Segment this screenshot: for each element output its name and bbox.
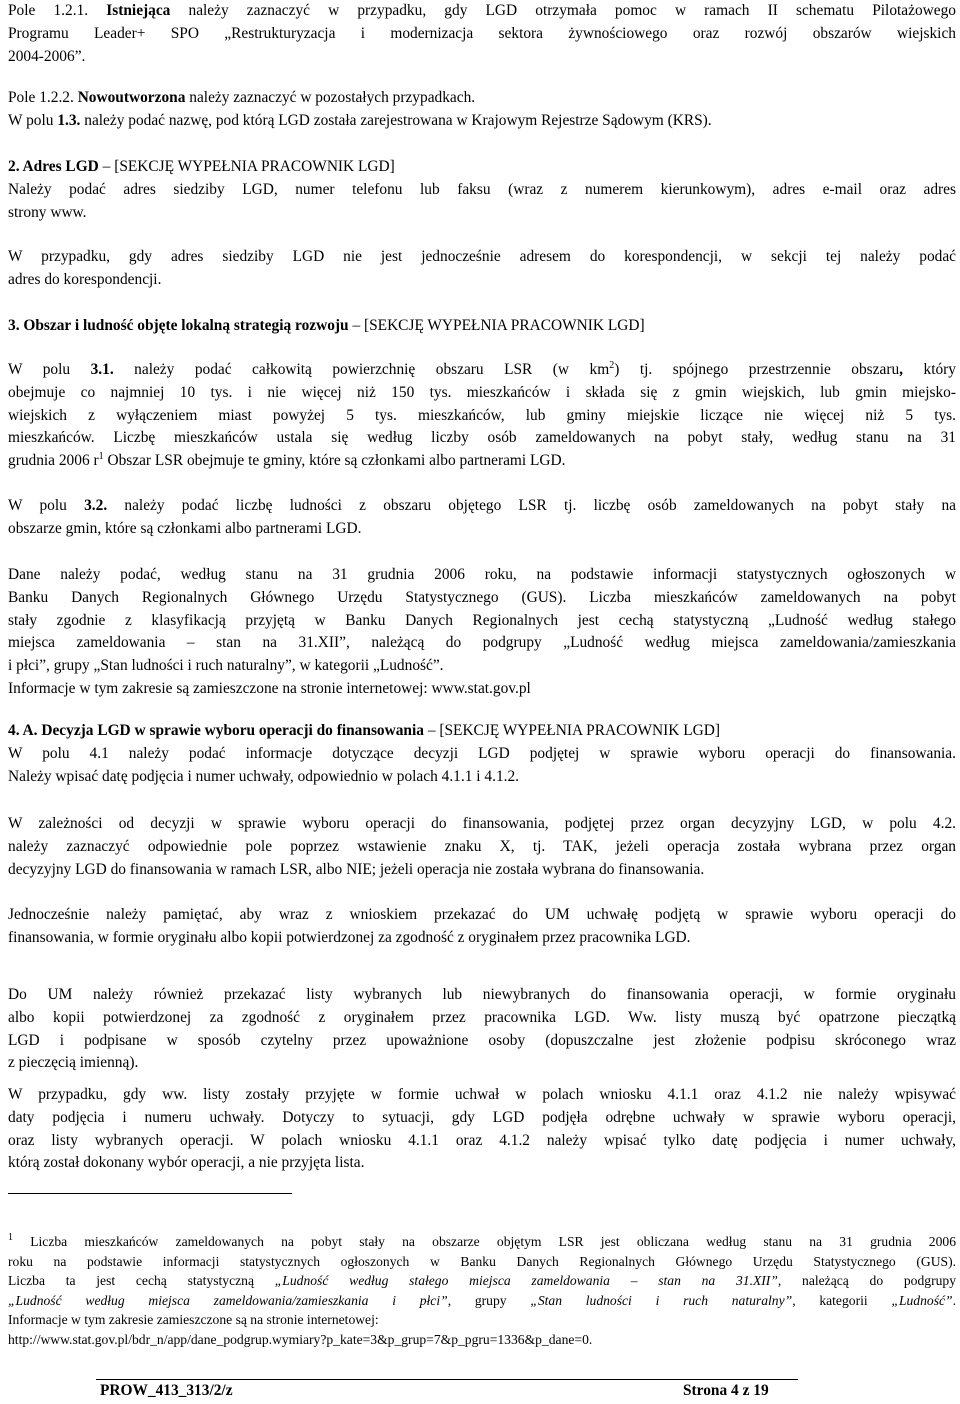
bold-term: Nowoutworzona [77,89,186,106]
italic-quote: „Ludność według miejsca zameldowania/zamieszkania i płci” [8,1292,448,1308]
section-4a [8,720,956,788]
text-line: Banku Danych Regionalnych Głównego Urzędu Statystycznego (GUS). Liczba mieszkańców zameldowanych na pobyt [8,588,956,606]
bold-term: 3.2. [84,497,108,514]
text-line: oraz listy wybranych operacji. W polach wniosku 4.1.1 oraz 4.1.2 należy wpisać tylko datę podjęcia i numer uchwały, [8,1131,956,1149]
text: Liczba ta jest cechą statystyczną [8,1273,275,1289]
text-line: którą został dokonany wybór operacji, a nie przyjęta lista. [8,1154,365,1172]
text: . [952,1292,956,1308]
text-line: Programu Leader+ SPO „Restrukturyzacja i modernizacja sektora żywnościowego oraz rozwój obszarów wiejskich [8,24,956,42]
text-line: strony www. [8,203,87,221]
text-line: albo kopii potwierdzonej za zgodność z oryginałem przez pracownika LGD. Ww. listy muszą być opatrzone pieczątką [8,1008,956,1026]
text-line: miejsca zameldowania – stan na 31.XII”, należącą do podgrupy „Ludność według miejsca zameldowania/zamieszkania [8,634,956,652]
bold-comma: , [899,361,904,378]
section-tag: – [SEKCJĘ WYPEŁNIA PRACOWNIK LGD] [423,722,720,739]
text: Pole 1.2.2. [8,89,78,106]
text-line: Dane należy podać, według stanu na 31 grudnia 2006 roku, na podstawie informacji statystycznych ogłoszonych w [8,566,956,583]
text: , grupy [447,1292,531,1308]
text: W polu [8,361,91,378]
text-line: Informacje w tym zakresie zamieszczone są na stronie internetowej: [8,1312,379,1328]
bold-term: 1.3. [57,111,81,129]
text-line: W zależności od decyzji w sprawie wyboru operacji do finansowania, podjętej przez organ decyzyjny LGD, w polu 4.2. [8,815,956,832]
text: należy podać liczbę ludności z obszaru objętego LSR tj. liczbę osób zameldowanych na pobyt stały na [107,497,956,514]
footnote-ref: 1 [98,451,104,463]
field-1-2-1-paragraph [8,0,956,68]
section-heading: 4. A. Decyzja LGD w sprawie wyboru operacji do finansowania [8,722,424,739]
text: Pole 1.2.1. [8,2,107,19]
text-line: Należy wpisać datę podjęcia i numer uchwały, odpowiednio w polach 4.1.1 i 4.1.2. [8,767,520,785]
superscript: 2 [609,360,615,371]
text: Obszar LSR obejmuje te gminy, które są członkami albo partnerami LGD. [103,452,566,470]
section-heading: 3. Obszar i ludność objęte lokalną strategią rozwoju [8,317,349,334]
text: należy podać nazwę, pod którą LGD została zarejestrowana w Krajowym Rejestrze Sądowym (KRS). [80,111,712,129]
text-line: 2004-2006”. [8,47,86,65]
footnote [8,1232,956,1350]
text: należy podać całkowitą powierzchnię obszaru LSR (w km [113,361,610,378]
text-line: obszarze gmin, które są członkami albo partnerami LGD. [8,519,362,537]
bold-term: Istniejąca [106,2,171,19]
text: Liczba mieszkańców zameldowanych na pobyt stały na obszarze objętym LSR jest obliczana według stanu na 31 grudnia 2006 [13,1234,956,1249]
text: , kategorii [792,1292,892,1308]
text-line: Należy podać adres siedziby LGD, numer telefonu lub faksu (wraz z numerem kierunkowym), adres e-mail oraz adres [8,180,956,198]
footer-divider [96,1379,798,1380]
italic-quote: „Ludność” [891,1292,953,1308]
field-1-2-2-paragraph [8,87,956,133]
text-line: adres do korespondencji. [8,270,162,288]
text-line: W przypadku, gdy adres siedziby LGD nie jest jednocześnie adresem do korespondencji, w sekcji tej należy podać [8,248,956,265]
text-line: daty podjęcia i numeru uchwały. Dotyczy to sytuacji, gdy LGD podjęła odrębne uchwały w sprawie wyboru operacji, [8,1108,956,1126]
text: należy zaznaczyć w przypadku, gdy LGD otrzymała pomoc w ramach II schematu Pilotażowego [170,2,956,19]
text: który [903,361,957,378]
lists-as-resolution-paragraph [8,1084,956,1175]
data-source-paragraph [8,564,956,701]
text: grudnia 2006 r [8,452,99,470]
bold-term: 3.1. [90,361,114,378]
section-3-heading [8,315,956,338]
page-number: Strona 4 z 19 [683,1382,769,1399]
text: W polu [8,111,58,129]
text-line: stały zgodnie z klasyfikacją przyjętą w Banku Danych Regionalnych jest cechą statystyczną „Ludność według stałego [8,611,956,629]
text-line: roku na podstawie informacji statystycznych ogłoszonych w Banku Danych Regionalnych Głównego Urzędu Statystycznego (GUS). [8,1253,956,1269]
text-line: Jednocześnie należy pamiętać, aby wraz z wnioskiem przekazać do UM uchwałę podjętą w sprawie wyboru operacji do [8,906,956,923]
text-line: mieszkańców. Liczbę mieszkańców ustala się według liczby osób zameldowanych na pobyt stały, według stanu na 31 [8,429,956,447]
section-tag: – [SEKCJĘ WYPEŁNIA PRACOWNIK LGD] [98,158,395,175]
lists-paragraph [8,984,956,1075]
footnote-number: 1 [8,1232,13,1243]
text-line: finansowania, w formie oryginału albo kopii potwierdzonej za zgodność z oryginałem przez pracownika LGD. [8,928,691,946]
text-line: wiejskich z wyłączeniem miast powyżej 5 tys. mieszkańców, lub gminy miejskie liczące nie więcej niż 5 tys. [8,406,956,424]
text-line: Informacje w tym zakresie są zamieszczone na stronie internetowej: www.stat.gov.pl [8,679,531,697]
footnote-divider [8,1193,292,1194]
section-heading: 2. Adres LGD [8,158,99,175]
footnote-url: http://www.stat.gov.pl/bdr_n/app/dane_podgrup.wymiary?p_kate=3&p_grup=7&p_pgru=1336&p_dane=0. [8,1331,593,1347]
italic-quote: „Stan ludności i ruch naturalny” [530,1292,793,1308]
correspondence-paragraph [8,246,956,292]
field-4-2-paragraph [8,813,956,881]
text: W polu [8,497,85,514]
text-line: LGD i podpisane w sposób czytelny przez upoważnione osoby (dopuszczalne jest złożenie podpisu skróconego wraz [8,1031,956,1049]
document-code: PROW_413_313/2/z [100,1382,233,1399]
text-line: z pieczęcią imienną). [8,1054,139,1072]
text: , należącą do podgrupy [777,1273,956,1289]
text-line: i płci”, grupy „Stan ludności i ruch naturalny”, w kategorii „Ludność”. [8,657,444,675]
section-tag: – [SEKCJĘ WYPEŁNIA PRACOWNIK LGD] [348,317,645,334]
text-line: należy zaznaczyć odpowiednie pole poprzez wstawienie znaku X, tj. TAK, jeżeli operacja została wybrana przez organ [8,837,956,855]
field-3-2-paragraph [8,495,956,541]
text: ) tj. spójnego przestrzennie obszaru [614,361,900,378]
text-line: obejmuje co najmniej 10 tys. i nie więcej niż 150 tys. mieszkańców i składa się z gmin wiejskich, lub gmin miejsko- [8,383,956,401]
section-2-address [8,156,956,224]
text-line: decyzyjny LGD do finansowania w ramach LSR, albo NIE; jeżeli operacja nie została wybrana do finansowania. [8,860,705,878]
text-line: W polu 4.1 należy podać informacje dotyczące decyzji LGD podjętej w sprawie wyboru operacji do finansowania. [8,744,956,762]
resolution-paragraph [8,904,956,950]
italic-quote: „Ludność według stałego miejsca zameldowania – stan na 31.XII” [274,1273,778,1289]
field-3-1-paragraph [8,359,956,473]
text-line: W przypadku, gdy ww. listy zostały przyjęte w formie uchwał w polach wniosku 4.1.1 oraz 4.1.2 nie należy wpisywać [8,1086,956,1103]
text-line: Do UM należy również przekazać listy wybranych lub niewybranych do finansowania operacji, w formie oryginału [8,986,956,1003]
text: należy zaznaczyć w pozostałych przypadkach. [185,89,476,106]
